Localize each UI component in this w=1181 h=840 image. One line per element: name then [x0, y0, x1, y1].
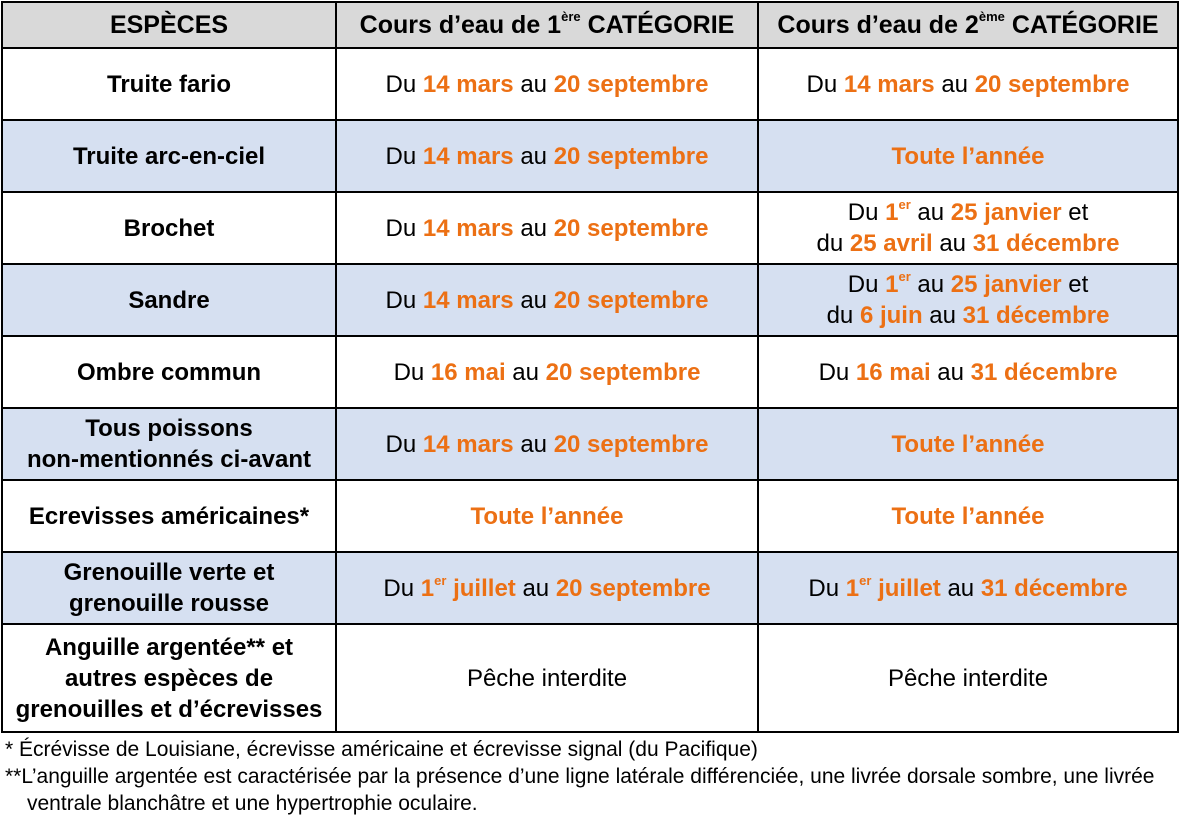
species-cell: Ombre commun	[2, 336, 336, 408]
header-species: ESPÈCES	[2, 2, 336, 48]
header-category-2: Cours d’eau de 2ème CATÉGORIE	[758, 2, 1178, 48]
footnotes	[5, 736, 1181, 817]
season-cat2-cell: Toute l’année	[758, 480, 1178, 552]
table-row	[2, 336, 1178, 408]
table-row	[2, 624, 1178, 732]
season-cat2-cell: Toute l’année	[758, 120, 1178, 192]
season-cat2-cell: Du 1er juillet au 31 décembre	[758, 552, 1178, 624]
season-cat1-cell: Du 14 mars au 20 septembre	[336, 48, 758, 120]
season-cat2-cell: Pêche interdite	[758, 624, 1178, 732]
header-row	[2, 2, 1178, 48]
table-row	[2, 264, 1178, 336]
season-cat1-cell: Du 1er juillet au 20 septembre	[336, 552, 758, 624]
season-cat2-cell: Toute l’année	[758, 408, 1178, 480]
season-cat2-cell: Du 16 mai au 31 décembre	[758, 336, 1178, 408]
species-cell: Anguille argentée** et autres espèces de grenouilles et d’écrevisses	[2, 624, 336, 732]
season-cat1-cell: Pêche interdite	[336, 624, 758, 732]
season-cat1-cell: Toute l’année	[336, 480, 758, 552]
season-cat2-cell: Du 1er au 25 janvier et du 6 juin au 31 décembre	[758, 264, 1178, 336]
season-cat2-cell: Du 1er au 25 janvier et du 25 avril au 31 décembre	[758, 192, 1178, 264]
season-cat2-cell: Du 14 mars au 20 septembre	[758, 48, 1178, 120]
table-row	[2, 192, 1178, 264]
table-row	[2, 120, 1178, 192]
season-cat1-cell: Du 16 mai au 20 septembre	[336, 336, 758, 408]
header-category-1: Cours d’eau de 1ère CATÉGORIE	[336, 2, 758, 48]
table-row	[2, 408, 1178, 480]
species-cell: Brochet	[2, 192, 336, 264]
season-cat1-cell: Du 14 mars au 20 septembre	[336, 192, 758, 264]
season-cat1-cell: Du 14 mars au 20 septembre	[336, 120, 758, 192]
species-cell: Truite fario	[2, 48, 336, 120]
season-cat1-cell: Du 14 mars au 20 septembre	[336, 264, 758, 336]
footnote-eel: **L’anguille argentée est caractérisée par la présence d’une ligne latérale différenciée, une livrée dorsale sombre, une livrée ventrale blanchâtre et une hypertrophie oculaire.	[5, 765, 1155, 815]
table-row	[2, 48, 1178, 120]
species-cell: Tous poissons non-mentionnés ci-avant	[2, 408, 336, 480]
fishing-seasons-table	[1, 1, 1179, 733]
species-cell: Ecrevisses américaines*	[2, 480, 336, 552]
table-row	[2, 552, 1178, 624]
footnote-crayfish: * Écrévisse de Louisiane, écrevisse américaine et écrevisse signal (du Pacifique)	[5, 738, 758, 761]
season-cat1-cell: Du 14 mars au 20 septembre	[336, 408, 758, 480]
species-cell: Sandre	[2, 264, 336, 336]
species-cell: Grenouille verte et grenouille rousse	[2, 552, 336, 624]
table-row	[2, 480, 1178, 552]
species-cell: Truite arc-en-ciel	[2, 120, 336, 192]
